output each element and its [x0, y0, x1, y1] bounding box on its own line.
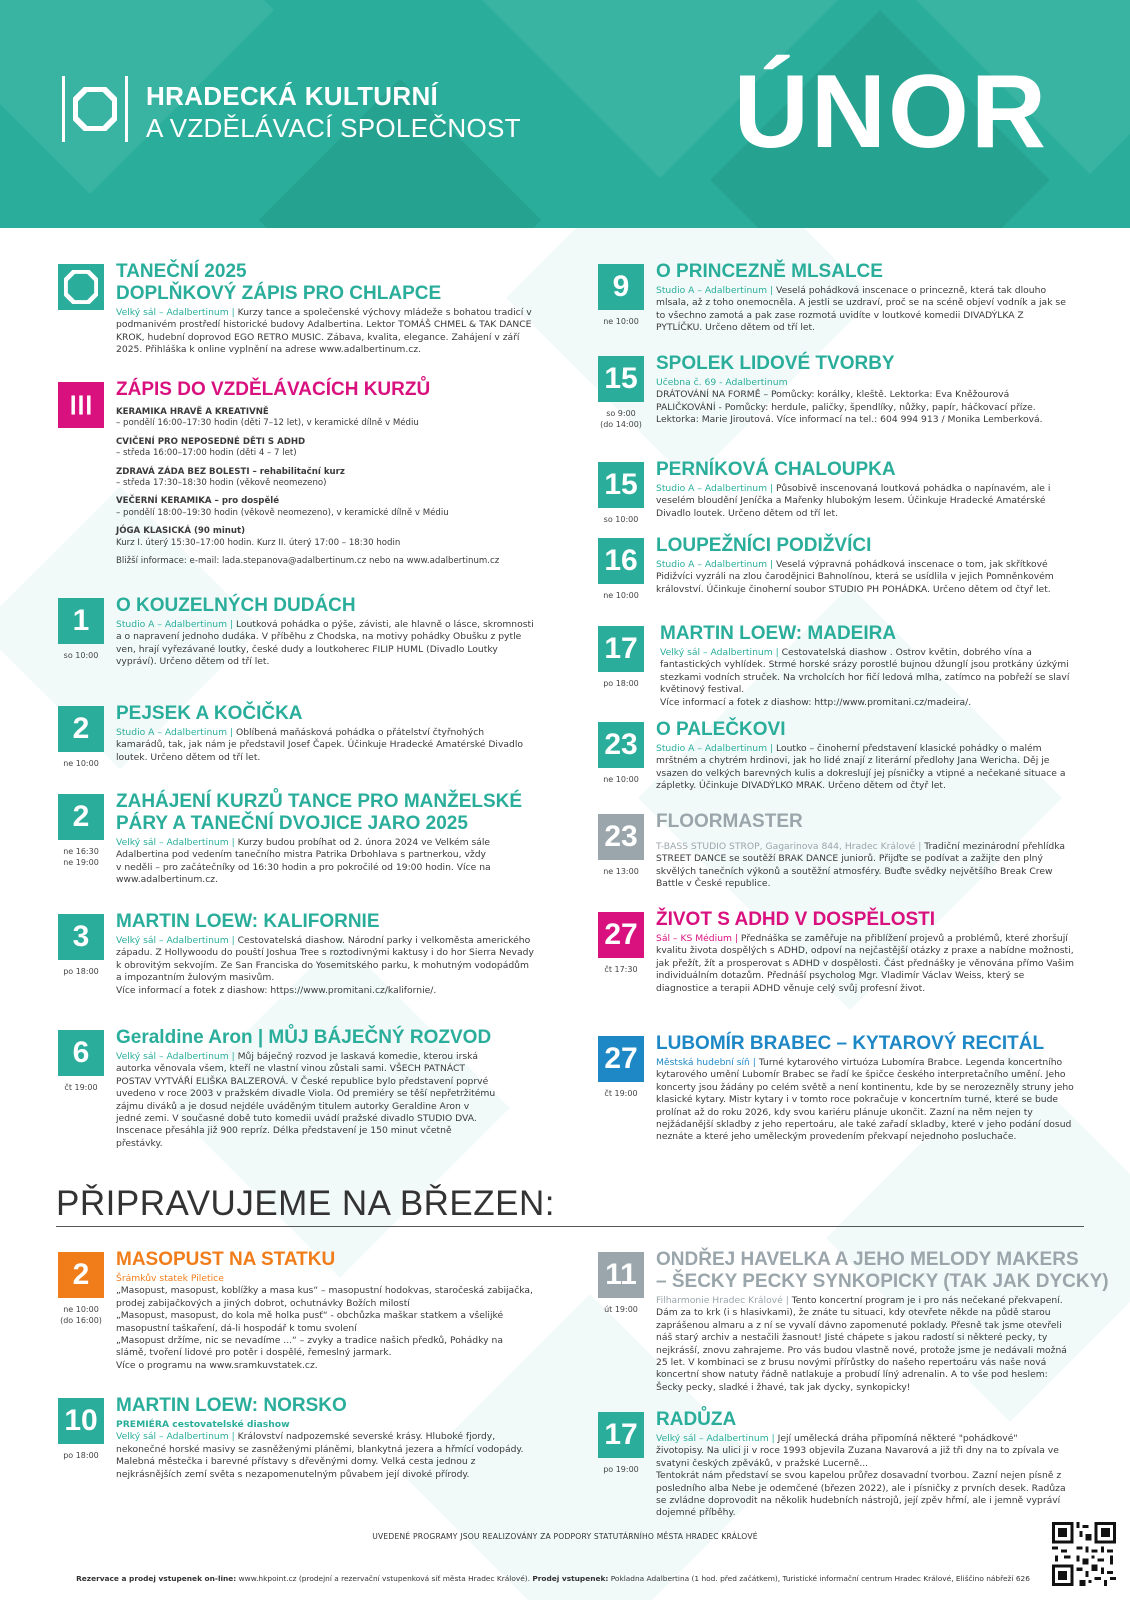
event-description: Velký sál – Adalbertinum | Cestovatelská diashow . Ostrov květin, dobrého vína a fantastických vyhlídek. Strmé horské srázy porostlé bujnou džunglí jsou protkány úzkými stezkami vodních struček. Na vrcholcích hor fičí ledová mlha, zatímco na pobřeží se slaví květinový festival.: [660, 647, 1070, 696]
event-description: DRÁTOVÁNÍ NA FORMĚ – Pomůcky: korálky, kleště. Lektorka: Eva Kněžourová: [656, 389, 1010, 401]
event-description-3: „Masopust držíme, nic se nevadíme ...“ – zvyky a tradice našich předků, Pohádky na slámě, tvoření lidové pro potěr i dospělé, řemeslný jarmark.: [116, 1335, 503, 1359]
event-description: Studio A – Adalbertinum | Působivě inscenovaná loutková pohádka o napínavém, ale i veselém bloudění Jeníčka a Mařenky hlubokým lesem. Účinkuje Hradecké Amatérské Divadlo loutek. Určeno dětem od tří let.: [656, 483, 1051, 519]
octagon-badge-icon: [58, 264, 104, 310]
event-title: RADŮZA: [656, 1409, 737, 1430]
event-title: ZÁPIS DO VZDĚLÁVACÍCH KURZŮ: [116, 379, 431, 400]
event-title: FLOORMASTER: [656, 811, 803, 832]
event-description: Velký sál – Adalbertinum | Království nadpozemské severské krásy. Hluboké fjordy, nekonečné horské masivy se zasněženými pláněmi, blankytná jezera a hřmící vodopády. Malebná městečka i barevné přístavy s dřevěnými domy. Velká cesta jednou z nejkrásnějších zemí světa s nezapomenutelným půvabem její divoké přírody.: [116, 1431, 524, 1480]
event-description-2: „Masopust, masopust, do kola mě holka pusť“ - obchůzka maškar statkem a všelijké masopustní taškaření, dá-li hospodář k tomu svolení: [116, 1310, 504, 1334]
event-title: MASOPUST NA STATKU: [116, 1249, 336, 1270]
event-time: út 19:00: [604, 1305, 638, 1314]
event-description: Velký sál – Adalbertinum | Její umělecká dráha připomíná některé "pohádkové" životopisy. Na ulici ji v roce 1993 objevila Zuzana Navarová a již tři dny na to zpívala ve svatyni českých zpěváků, v pražské Lucerně...: [656, 1433, 1059, 1469]
event-time: po 18:00: [63, 967, 99, 976]
event-more-info: Více o programu na www.sramkuvstatek.cz.: [116, 1359, 318, 1371]
octagon-logo-icon: [73, 87, 117, 131]
event-time: po 18:00: [603, 679, 639, 688]
event-title-line2: DOPLŇKOVÝ ZÁPIS PRO CHLAPCE: [116, 283, 442, 304]
event-time: ne 10:00 (do 16:00): [60, 1305, 102, 1325]
event-title: LUBOMÍR BRABEC – KYTAROVÝ RECITÁL: [656, 1033, 1045, 1054]
event-time: ne 10:00: [603, 775, 639, 784]
event-time: čt 19:00: [604, 1089, 638, 1098]
day-badge: 23: [598, 814, 644, 860]
day-badge: 15: [598, 462, 644, 508]
day-badge: 17: [598, 1412, 644, 1458]
bars-badge-icon: [58, 382, 104, 428]
event-description: Filharmonie Hradec Králové | Tento koncertní program je i pro nás nečekané překvapení. Dám za to krk (i s hlasivkami), že znáte tu situaci, kdy otevřete někde na půdě starou zaprášenou almaru a z ní se vyvalí dávno zapomenuté poklady. Přesně tak jsme otevřeli náš starý archiv a nestačili žasnout! Jisté chápete s jakou radostí si některé pecky, ty nejkrásší, znovu zahrajeme. Pro vás budou vlastně nové, protože jsme je nedávali možná 25 let. V kombinaci se z brusu novými přírůstky do našeho repertoáru vás naše nová koncertní show natuty řádně natlakuje a probudí líný adrenalin. A to vše pod heslem: Šecky pecky, sladké i žhavé, tak jak dycky, synkopicky!: [656, 1295, 1067, 1393]
month-title: ÚNOR: [733, 54, 1048, 170]
organization-logo: [62, 76, 128, 142]
event-description: Studio A – Adalbertinum | Veselá pohádková inscenace o princezně, která tak dlouho mlsala, až z toho onemocněla. A jestli se uzdraví, proč se na scéně objeví vodník a jak se to všechno zamotá a pak zase rozmotá uvidíte v loutkové komedii DIVADÝLKA Z PYTLÍČKU. Určeno dětem od tří let.: [656, 285, 1066, 334]
event-subtitle: PREMIÉRA cestovatelské diashow: [116, 1419, 290, 1430]
day-badge: 1: [58, 598, 104, 644]
footer-ticket-info: Rezervace a prodej vstupenek on-line: www.hkpoint.cz (prodejní a rezervační vstupenková síť města Hradec Králové). Prodej vstupenek: Pokladna Adalbertina (1 hod. před začátkem), Turistické informační centrum Hradec Králové, Eliščino nábřeží 626: [76, 1574, 1030, 1583]
day-badge: 6: [58, 1030, 104, 1076]
course-item: VEČERNÍ KERAMIKA – pro dospělé – pondělí 18:00–19:30 hodin (věkově neomezeno), v keramické dílně v Médiu: [116, 496, 449, 518]
event-description: T-BASS STUDIO STROP, Gagarinova 844, Hradec Králové | Tradiční mezinárodní přehlídka STREET DANCE se soutěží BRAK DANCE juniorů. Přijďte se podívat a zažijte den plný skvělých tanečních výkonů a soutěžní atmosféry. Buďte svědky největšího Break Crew Battle v České republice.: [656, 841, 1065, 890]
event-description: Velký sál – Adalbertinum | Kurzy budou probíhat od 2. února 2024 ve Velkém sále Adalbertina pod vedením tanečního mistra Patrika Drbohlava s partnerkou, vždy v neděli – pro začátečníky od 16:30 hodin a pro pokročilé od 19:00 hodin. Více na www.adalbertinum.cz.: [116, 837, 491, 886]
event-title: O KOUZELNÝCH DUDÁCH: [116, 595, 356, 616]
day-badge: 11: [598, 1252, 644, 1298]
event-title-line2: PÁRY A TANEČNÍ DVOJICE JARO 2025: [116, 813, 468, 834]
day-badge: 16: [598, 538, 644, 584]
course-item: CVIČENÍ PRO NEPOSEDNÉ DĚTI S ADHD – středa 16:00–17:00 hodin (děti 4 – 7 let): [116, 436, 306, 459]
day-badge: 27: [598, 1036, 644, 1082]
header-banner: [0, 0, 1130, 228]
event-title: LOUPEŽNÍCI PODIŽVÍCI: [656, 535, 872, 556]
event-description: Sál – KS Médium | Přednáška se zaměřuje na přiblížení projevů a problémů, které zhoršují kvalitu života dospělých s ADHD, odpoví na nejčastější otázky z praxe a nabídne možnosti, jak přežít, žít a prosperovat s ADHD v dospělosti. Část přednášky je věnována přímo Vašim individuálním dotazům. Přednáší psycholog Mgr. Vladimír Václav Weiss, který se diagnostice a terapii ADHD věnuje celý svůj profesní život.: [656, 933, 1074, 994]
event-title: MARTIN LOEW: MADEIRA: [660, 623, 897, 644]
event-time: so 10:00: [603, 515, 639, 524]
event-time: ne 10:00: [603, 317, 639, 326]
day-badge: 9: [598, 264, 644, 310]
event-title: ŽIVOT S ADHD V DOSPĚLOSTI: [656, 909, 936, 930]
day-badge: 15: [598, 356, 644, 402]
event-title: TANEČNÍ 2025: [116, 261, 247, 282]
event-description-2: Tentokrát nám představí se svou kapelou průřez dosavadní tvorbou. Zazní nejen písně z posledního alba Nebe je odemčené (březen 2022), ale i písničky z prvních desek. Radůza se zvládne doprovodit na několik hudebních nástrojů, její zpěv hřmí, ale i jemně vypráví dojemné příběhy.: [656, 1470, 1066, 1519]
event-description-2: PALIČKOVÁNÍ - Pomůcky: herdule, paličky, špendlíky, nůžky, papír, háčkovací příze. Lektorka: Marie Jiroutová. Více informací na tel.: 604 994 913 / Monika Lemberková.: [656, 401, 1043, 426]
event-time: so 10:00: [63, 651, 99, 660]
event-title-line2: – ŠECKY PECKY SYNKOPICKY (TAK JAK DYCKY): [656, 1271, 1109, 1292]
event-description: Studio A – Adalbertinum | Loutková pohádka o pýše, závisti, ale hlavně o lásce, skromnosti a o napravení jednoho dudáka. V příběhu z Chodska, na motivy pohádky Obušku z pytle ven, hrají vyřezávané loutky, české dudy a loutkoherec FILIP HUML (Divadlo Loutky vypráví). Určeno dětem od tří let.: [116, 619, 534, 668]
event-title: O PRINCEZNĚ MLSALCE: [656, 261, 883, 282]
event-more-info: Více informací a fotek z diashow: https://www.promitani.cz/kalifornie/.: [116, 984, 437, 996]
day-badge: 23: [598, 722, 644, 768]
event-title: MARTIN LOEW: NORSKO: [116, 1395, 347, 1416]
event-description: Velký sál – Adalbertinum | Kurzy tance a společenské výchovy mládeže s bohatou tradicí v podmanivém prostředí historické budovy Adalbertina. Lektor TOMÁŠ CHMEL & TAK DANCE KROK, hudební doprovod EGO RETRO MUSIC. Zábava, kvalita, elegance. Zahájení v září 2025. Přihláška k online vyplnění na adrese www.adalbertinum.cz.: [116, 307, 532, 356]
event-time: ne 10:00: [603, 591, 639, 600]
event-description: Studio A – Adalbertinum | Veselá výpravná pohádková inscenace o tom, jak skřítkové Pidižvíci vyzráli na zlou čarodějnici Bahnolínou, která se usídlila v jejich Pomněnkovém království. Účinkuje činoherní soubor STUDIO PH POHÁDKA. Určeno dětem od čtyř let.: [656, 559, 1054, 595]
march-section-heading: PŘIPRAVUJEME NA BŘEZEN:: [56, 1184, 556, 1223]
org-name-line1: HRADECKÁ KULTURNÍ: [146, 81, 439, 111]
day-badge: 2: [58, 1252, 104, 1298]
online-label: Rezervace a prodej vstupenek on-line:: [76, 1574, 237, 1583]
event-venue: Velký sál – Adalbertinum |: [116, 307, 235, 318]
course-item: JÓGA KLASICKÁ (90 minut) Kurz I. úterý 15:30–17:00 hodin. Kurz II. úterý 17:00 – 18:30 hodin: [116, 526, 401, 548]
event-title: SPOLEK LIDOVÉ TVORBY: [656, 353, 895, 374]
event-time: po 18:00: [63, 1451, 99, 1460]
event-more-info: Více informací a fotek z diashow: http://www.promitani.cz/madeira/.: [660, 696, 972, 708]
event-description: Velký sál – Adalbertinum | Můj báječný rozvod je laskavá komedie, kterou irská autorka věnovala všem, kteří ne vlastní vinou zůstali sami. VŠECH PATNÁCT POSTAV VYTVÁŘÍ ELIŠKA BALZEROVÁ. V České republice bylo představení poprvé uvedeno v roce 2003 v pražském divadle Viola. Od premiéry se těší nepřetržitému zájmu diváků a je dosud nejdéle uváděným titulem autorky Geraldine Aron v jedné zemi. V současné době tuto komedii uvádí pražské divadlo STUDIO DVA. Inscenace přesáhla již 900 repríz. Délka představení je 150 minut včetně přestávky.: [116, 1051, 496, 1149]
event-time: ne 10:00: [63, 759, 99, 768]
event-description: Studio A – Adalbertinum | Oblíbená maňásková pohádka o přátelství čtyřnohých kamarádů, tak, jak nám je představil Josef Čapek. Účinkuje Hradecké Amatérské Divadlo loutek. Určeno dětem od tří let.: [116, 727, 524, 763]
event-time: čt 17:30: [604, 965, 638, 974]
course-info: Bližší informace: e-mail: lada.stepanova@adalbertinum.cz nebo na www.adalbertinum.cz: [116, 556, 500, 567]
day-badge: 17: [598, 626, 644, 672]
course-item: ZDRAVÁ ZÁDA BEZ BOLESTI – rehabilitační kurz – středa 17:30–18:30 hodin (věkově neomezeno): [116, 466, 345, 489]
event-title: MARTIN LOEW: KALIFORNIE: [116, 911, 380, 932]
course-list: [116, 407, 536, 567]
day-badge: 2: [58, 794, 104, 840]
event-description: Městská hudební síň | Turné kytarového virtuóza Lubomíra Brabce. Legenda koncertního kytarového umění Lubomír Brabec se řadí ke špičce českého interpretačního umění. Jeho koncerty jsou žádány po celém světě a není kontinentu, kde by se nerozezněly struny jeho klasické kytary. Mistr kytary i v tomto roce pokračuje v koncertním turné, které se bude prolínat až do roku 2026, kdy svou kariéru plánuje ukončit. Zazní na něm nejen ty nejžádanější skladby z jeho repertoáru, ale také zařadí skladby, které v jeho podání dosud neznáte a které jeho uměleckým provedením překvapí nejednoho posluchače.: [656, 1057, 1074, 1143]
event-venue: Šrámkův statek Piletice: [116, 1273, 224, 1284]
day-badge: 2: [58, 706, 104, 752]
footer-support-note: UVEDENÉ PROGRAMY JSOU REALIZOVÁNY ZA PODPORY STATUTÁRNÍHO MĚSTA HRADEC KRÁLOVÉ: [372, 1532, 758, 1541]
event-time: so 9:00 (do 14:00): [600, 409, 642, 429]
event-description: Velký sál – Adalbertinum | Cestovatelská diashow. Národní parky i velkoměsta amerického západu. Z Hollywoodu do pouští Joshua Tree s roztodivnými kaktusy i do hor Sierra Nevady k obrovitým sekvojím. Ze San Franciska do Yosemitského parku, k mohutným vodopádům a impozantním žulovým masivům.: [116, 935, 534, 984]
event-title: PERNÍKOVÁ CHALOUPKA: [656, 459, 896, 480]
course-item: KERAMIKA HRAVĚ A KREATIVNĚ – pondělí 16:00–17:30 hodin (děti 7–12 let), v keramické dílně v Médiu: [116, 407, 419, 429]
organization-name: [146, 80, 521, 144]
sale-label: Prodej vstupenek:: [532, 1574, 609, 1583]
event-description: Studio A – Adalbertinum | Loutko – činoherní představení klasické pohádky o malém mrštném a chytrém hrdinovi, jak ho lidé znají z literární předlohy Jana Wericha. Děj je vsazen do velkých barevných kulis a dokreslují jej písničky a vtipné a nečekané situace a zápletky. Účinkuje DIVADÝLKO MRAK. Určeno dětem od čtyř let.: [656, 743, 1066, 792]
event-title: PEJSEK A KOČIČKA: [116, 703, 303, 724]
event-title: ZAHÁJENÍ KURZŮ TANCE PRO MANŽELSKÉ: [116, 791, 523, 812]
event-venue: Učebna č. 69 - Adalbertinum: [656, 377, 788, 388]
event-title: O PALEČKOVI: [656, 719, 786, 740]
day-badge: 10: [58, 1398, 104, 1444]
day-badge: 3: [58, 914, 104, 960]
event-time: po 19:00: [603, 1465, 639, 1474]
event-time: ne 16:30 ne 19:00: [63, 847, 99, 867]
day-badge: 27: [598, 912, 644, 958]
org-name-line2: A VZDĚLÁVACÍ SPOLEČNOST: [146, 113, 521, 143]
event-title: Geraldine Aron | MŮJ BÁJEČNÝ ROZVOD: [116, 1027, 492, 1048]
event-time: čt 19:00: [64, 1083, 98, 1092]
event-time: ne 13:00: [603, 867, 639, 876]
event-title: ONDŘEJ HAVELKA A JEHO MELODY MAKERS: [656, 1249, 1079, 1270]
event-description: „Masopust, masopust, koblížky a masa kus“ – masopustní hodokvas, staročeská zabijačka, prodej zabijačkových a jiných dobrot, ochutnávky Božích milostí: [116, 1285, 533, 1309]
section-divider: [56, 1226, 1084, 1227]
